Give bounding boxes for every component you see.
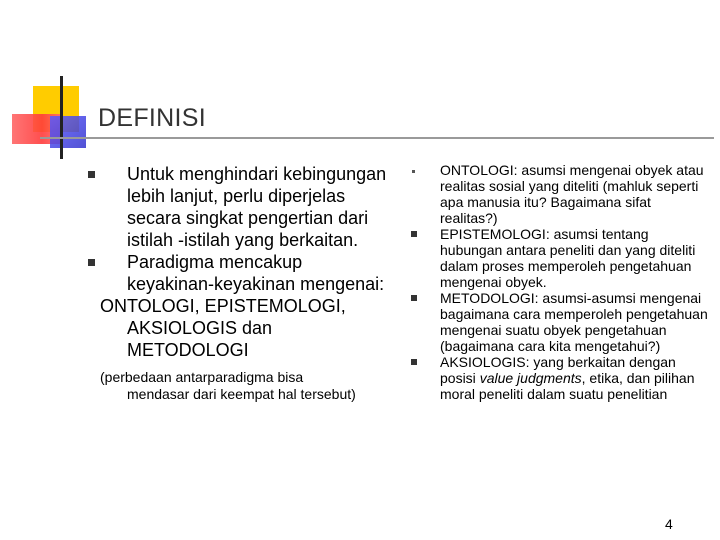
definition-text: : asumsi-asumsi mengenai bagaimana cara memperoleh pengetahuan mengenai suatu obyek pengetahuan (bagaimana cara kita mengetahui?) — [440, 290, 708, 354]
bullet-icon — [412, 170, 415, 173]
left-bullet-text: Paradigma mencakup keyakinan-keyakinan mengenai: — [127, 252, 385, 294]
terms-line-2: AKSIOLOGIS dan METODOLOGI — [127, 318, 273, 360]
note-line-1: (perbedaan antarparadigma bisa — [100, 369, 304, 385]
square-bullet-icon — [88, 171, 95, 178]
definition-text: : yang berkaitan dengan posisi — [440, 354, 676, 386]
left-bullet-item — [100, 251, 390, 295]
definition-item-aksiologis — [440, 354, 710, 402]
definition-emphasis: value judgments — [479, 370, 582, 386]
left-column — [100, 163, 390, 403]
left-bullet-item — [100, 163, 390, 251]
definition-text: : asumsi tentang hubungan antara peneliti dan yang diteliti dalam proses memperoleh pengetahuan mengenai obyek. — [440, 226, 696, 290]
definition-term: ONTOLOGI — [440, 162, 514, 178]
square-bullet-icon — [411, 359, 417, 365]
title-underline — [40, 137, 714, 139]
note-line-2: mendasar dari keempat hal tersebut) — [127, 386, 356, 402]
definition-term: EPISTEMOLOGI — [440, 226, 546, 242]
slide-title: DEFINISI — [98, 104, 206, 132]
page-number: 4 — [665, 516, 673, 532]
square-bullet-icon — [411, 295, 417, 301]
logo-vertical-line — [60, 76, 63, 159]
definition-item-epistemologi — [440, 226, 710, 290]
square-bullet-icon — [411, 231, 417, 237]
terms-line-1: ONTOLOGI, EPISTEMOLOGI, — [100, 296, 346, 316]
note-text — [100, 369, 390, 403]
definition-text: , etika, dan pilihan moral peneliti dalam suatu penelitian — [440, 370, 695, 402]
definition-term: METODOLOGI — [440, 290, 535, 306]
definition-text: : asumsi mengenai obyek atau realitas sosial yang diteliti (mahluk seperti apa manusia itu? Bagaimana sifat realitas?) — [440, 162, 704, 226]
definition-term: AKSIOLOGIS — [440, 354, 526, 370]
square-bullet-icon — [88, 259, 95, 266]
terms-text — [100, 295, 390, 361]
left-bullet-text: Untuk menghindari kebingungan lebih lanjut, perlu diperjelas secara singkat pengertian dari istilah -istilah yang berkaitan. — [127, 164, 387, 250]
definition-item-ontologi — [440, 162, 710, 226]
logo-blue-block — [50, 116, 86, 148]
definition-item-metodologi — [440, 290, 710, 354]
right-column — [440, 162, 710, 402]
